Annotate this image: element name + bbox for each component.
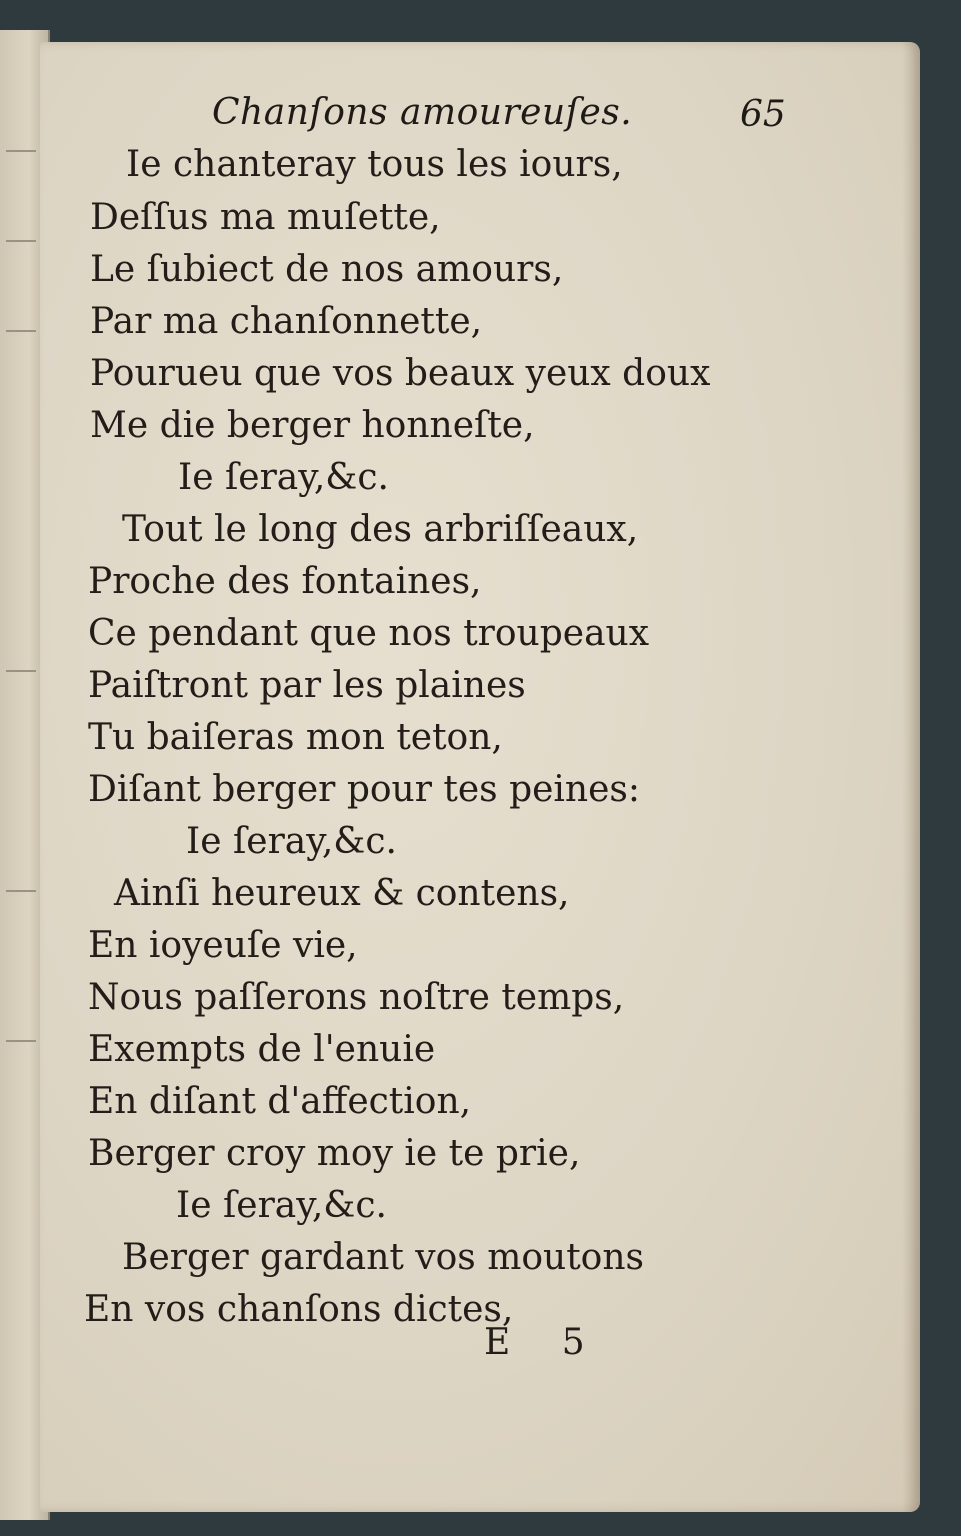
verse-line: Par ma chanſonnette,: [90, 301, 483, 342]
verse-line: Le ſubiect de nos amours,: [90, 249, 564, 290]
previous-page-text-fragment: [6, 240, 36, 242]
verse-line: En diſant d'affection,: [88, 1081, 472, 1122]
running-title: Chanſons amoureuſes.: [212, 92, 633, 133]
previous-page-text-fragment: [6, 1040, 36, 1042]
verse-line: Nous paſſerons noſtre temps,: [88, 977, 625, 1018]
page-number: 65: [740, 94, 786, 135]
verse-line: Ie chanteray tous les iours,: [126, 144, 623, 185]
verse-line: Proche des fontaines,: [88, 561, 482, 602]
verse-line: Ce pendant que nos troupeaux: [88, 613, 650, 654]
verse-line: Diſant berger pour tes peines:: [88, 769, 641, 810]
refrain-line: Ie ſeray,&c.: [176, 1185, 387, 1226]
verse-line: Exempts de l'enuie: [88, 1029, 436, 1070]
verse-line: Tu baiſeras mon teton,: [88, 717, 503, 758]
verse-line: Tout le long des arbriſſeaux,: [122, 509, 639, 550]
refrain-line: Ie ſeray,&c.: [178, 457, 389, 498]
verse-line: Ainſi heureux & contens,: [114, 873, 570, 914]
verse-line: Paiſtront par les plaines: [88, 665, 526, 706]
verse-line: En ioyeuſe vie,: [88, 925, 358, 966]
verse-line: En vos chanſons dictes,: [84, 1289, 514, 1330]
book-page: [40, 42, 920, 1512]
signature-mark: E 5: [484, 1322, 585, 1363]
previous-page-text-fragment: [6, 150, 36, 152]
verse-line: Berger croy moy ie te prie,: [88, 1133, 581, 1174]
previous-page-text-fragment: [6, 670, 36, 672]
previous-page-text-fragment: [6, 890, 36, 892]
previous-page-text-fragment: [6, 330, 36, 332]
verse-line: Berger gardant vos moutons: [122, 1237, 645, 1278]
verse-line: Me die berger honneſte,: [90, 405, 535, 446]
verse-line: Deſſus ma muſette,: [90, 197, 441, 238]
verse-line: Pourueu que vos beaux yeux doux: [90, 353, 711, 394]
refrain-line: Ie ſeray,&c.: [186, 821, 397, 862]
